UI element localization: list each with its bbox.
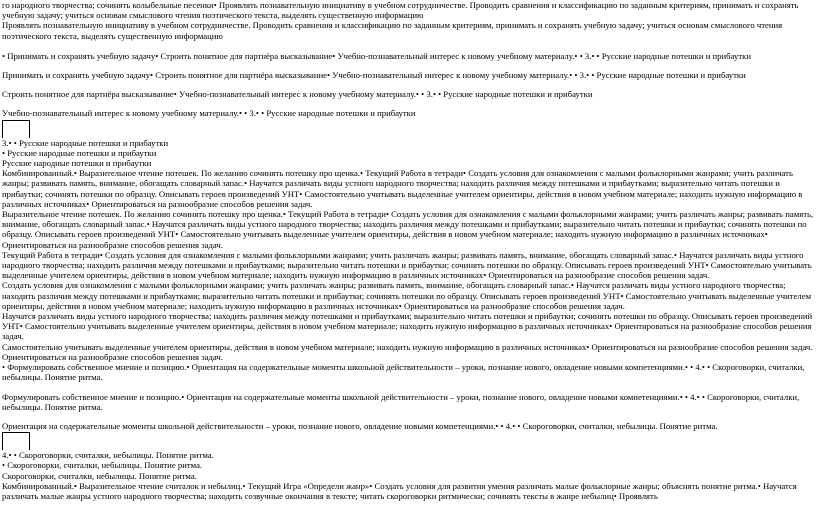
text-line-16: Ориентироваться на разнообразие способов решения задач.: [2, 351, 223, 362]
text-line-14: Научатся различать виды устного народного творчества; находить различия между потешками и прибаутками; выразительно читать потешки и прибаутки; сочинять потешки по образцу. Описывать героев произведений УНТ• Самостоятельно учитывать выделенные учителем ориентиры, действия в новом учебном материале; находить нужную информацию в различных источниках• Ориентироваться на разнообразие способов решения задач.: [2, 311, 813, 342]
text-line-03: • Принимать и сохранять учебную задачу• Строить понятное для партнёра высказывание• Учебно-познавательный интерес к новому учебному материалу.• • 3.• • Русские народные потешки и прибаутки: [2, 50, 752, 61]
text-line-12: Текущий Работа в тетради• Создать условия для ознакомления с малыми фольклорными жанрами; учить различать жанры; развивать память, внимание, обогащать словарный запас.• Научатся различать виды устного народного творчества; находить различия между потешками и прибаутками; выразительно читать потешки и прибаутки; сочинять потешки по образцу. Описывать героев произведений УНТ• Самостоятельно учитывать выделенные учителем ориентиры, действия в новом учебном материале; находить нужную информацию в различных источниках• Ориентироваться на разнообразие способов решения задач.: [2, 249, 812, 281]
empty-table-cell-2: [2, 432, 30, 450]
text-line-07: 3.• • Русские народные потешки и прибаутки: [2, 137, 169, 148]
text-line-05: Строить понятное для партнёра высказывание• Учебно-познавательный интерес к новому учебному материалу.• • 3.• • Русские народные потешки и прибаутки: [2, 89, 593, 100]
text-line-17: • Формулировать собственное мнение и позицию.• Ориентация на содержательные моменты школьной действительности – уроки, познание нового, овладение новыми компетенциями.• • 4.• • Скороговорки, считалки, небылицы. Понятие ритма.: [2, 362, 805, 383]
text-line-21: • Скороговорки, считалки, небылицы. Понятие ритма.: [2, 460, 203, 471]
text-line-02: Проявлять познавательную инициативу в учебном сотрудничестве. Проводить сравнения и классификацию по заданным критериям, принимать и сохранять учебную задачу; учиться основам смыслового чтения поэтического текста, выделять существенную информацию: [2, 20, 783, 41]
text-line-01: го народного творчества; сочинять колыбельные песенки• Проявлять познавательную инициативу в учебном сотрудничестве. Проводить сравнения и классификацию по заданным критериям, принимать и сохранять учебную задачу; учиться основам смыслового чтения поэтического текста, выделять существенную информацию: [2, 0, 799, 21]
text-line-20: 4.• • Скороговорки, считалки, небылицы. Понятие ритма.: [2, 450, 214, 461]
text-line-08: • Русские народные потешки и прибаутки: [2, 147, 157, 158]
text-line-18: Формулировать собственное мнение и позицию.• Ориентация на содержательные моменты школьной действительности – уроки, познание нового, овладение новыми компетенциями.• • 4.• • Скороговорки, считалки, небылицы. Понятие ритма.: [2, 391, 800, 412]
text-line-22: Скороговорки, считалки, небылицы. Понятие ритма.: [2, 470, 197, 481]
text-line-23: Комбинированный.• Выразительное чтение считалок и небылиц.• Текущий Игра «Определи жанр»• Создать условия для развития умения различать малые фольклорные жанры; объяснять понятие ритма.• Научатся различать малые жанры устного народного творчества; находить созвучные окончания в тексте; читать скороговорки ритмически; сочинять тексты в жанре небылиц• Проявлять: [2, 480, 797, 501]
text-line-06: Учебно-познавательный интерес к новому учебному материалу.• • 3.• • Русские народные потешки и прибаутки: [2, 108, 416, 119]
empty-table-cell: [2, 120, 30, 138]
text-line-15: Самостоятельно учитывать выделенные учителем ориентиры, действия в новом учебном материале; находить нужную информацию в различных источниках• Ориентироваться на разнообразие способов решения задач.: [2, 341, 813, 352]
text-line-19: Ориентация на содержательные моменты школьной действительности – уроки, познание нового, овладение новыми компетенциями.• • 4.• • Скороговорки, считалки, небылицы. Понятие ритма.: [2, 420, 718, 431]
text-line-04: Принимать и сохранять учебную задачу• Строить понятное для партнёра высказывание• Учебно-познавательный интерес к новому учебному материалу.• • 3.• • Русские народные потешки и прибаутки: [2, 70, 746, 81]
text-line-11: Выразительное чтение потешек. По желанию сочинять потешку про щенка.• Текущий Работа в тетради• Создать условия для ознакомления с малыми фольклорными жанрами; учить различать жанры; развивать память, внимание, обогащать словарный запас.• Научатся различать виды устного народного творчества; находить различия между потешками и прибаутками; выразительно читать потешки и прибаутки; сочинять потешки по образцу. Описывать героев произведений УНТ• Самостоятельно учитывать выделенные учителем ориентиры, действия в новом учебном материале; находить нужную информацию в различных источниках• Ориентироваться на разнообразие способов решения задач.: [2, 209, 814, 250]
text-line-13: Создать условия для ознакомления с малыми фольклорными жанрами; учить различать жанры; развивать память, внимание, обогащать словарный запас.• Научатся различать виды устного народного творчества; находить различия между потешками и прибаутками; выразительно читать потешки и прибаутки; сочинять потешки по образцу. Описывать героев произведений УНТ• Самостоятельно учитывать выделенные учителем ориентиры, действия в новом учебном материале; находить нужную информацию в различных источниках• Ориентироваться на разнообразие способов решения задач.: [2, 280, 812, 311]
text-line-09: Русские народные потешки и прибаутки: [2, 158, 152, 169]
text-line-10: Комбинированный.• Выразительное чтение потешек. По желанию сочинять потешку про щенка.• Текущий Работа в тетради• Создать условия для ознакомления с малыми фольклорными жанрами; учить различать жанры; развивать память, внимание, обогащать словарный запас.• Научатся различать виды устного народного творчества; находить различия между потешками и прибаутками; выразительно читать потешки и прибаутки; сочинять потешки по образцу. Описывать героев произведений УНТ• Самостоятельно учитывать выделенные учителем ориентиры, действия в новом учебном материале; находить нужную информацию в различных источниках• Ориентироваться на разнообразие способов решения задач.: [2, 168, 803, 209]
